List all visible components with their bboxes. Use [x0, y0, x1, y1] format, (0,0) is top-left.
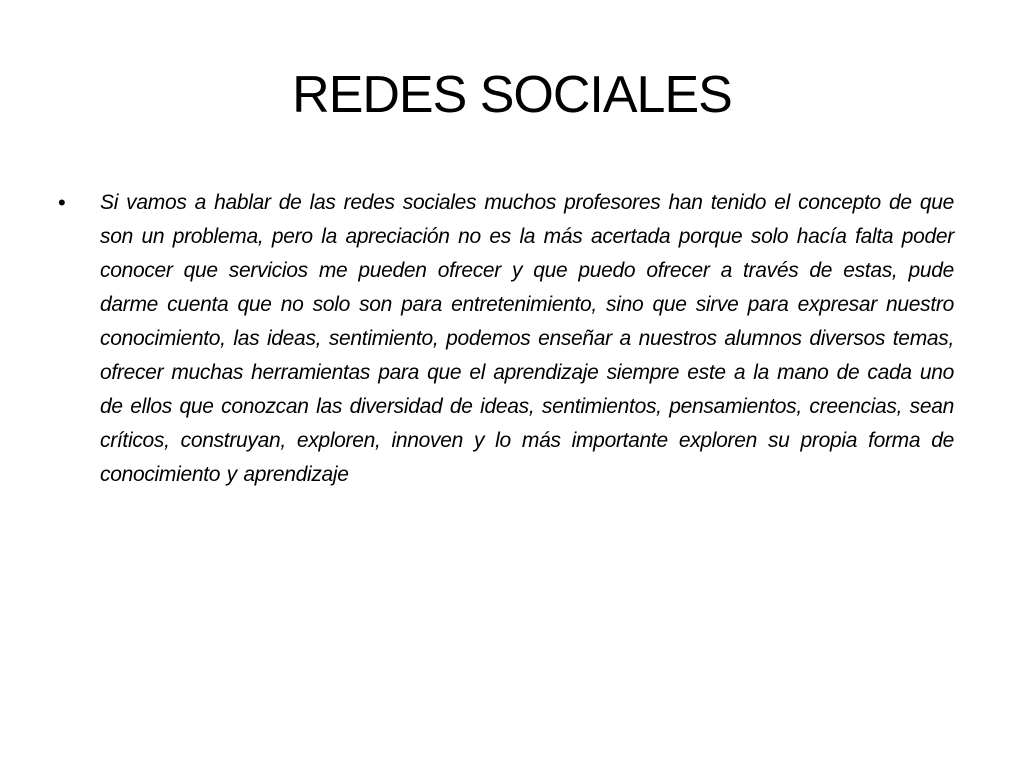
bullet-text: Si vamos a hablar de las redes sociales muchos profesores han tenido el concepto de que son un problema, pero la apreciación no es la más acertada porque solo hacía falta poder conocer que servicios me pueden ofrecer y que puedo ofrecer a través de estas, pude darme cuenta que no solo son para entretenimiento, sino que sirve para expresar nuestro conocimiento, las ideas, sentimiento, podemos enseñar a nuestros alumnos diversos temas, ofrecer muchas herramientas para que el aprendizaje siempre este a la mano de cada uno de ellos que conozcan las diversidad de ideas, sentimientos, pensamientos, creencias, sean críticos, construyan, exploren, innoven y lo más importante exploren su propia forma de conocimiento y aprendizaje — [100, 191, 954, 486]
bullet-marker: • — [58, 190, 66, 215]
slide-body — [58, 186, 954, 586]
bullet-item — [58, 186, 954, 492]
slide-title: REDES SOCIALES — [292, 66, 732, 124]
